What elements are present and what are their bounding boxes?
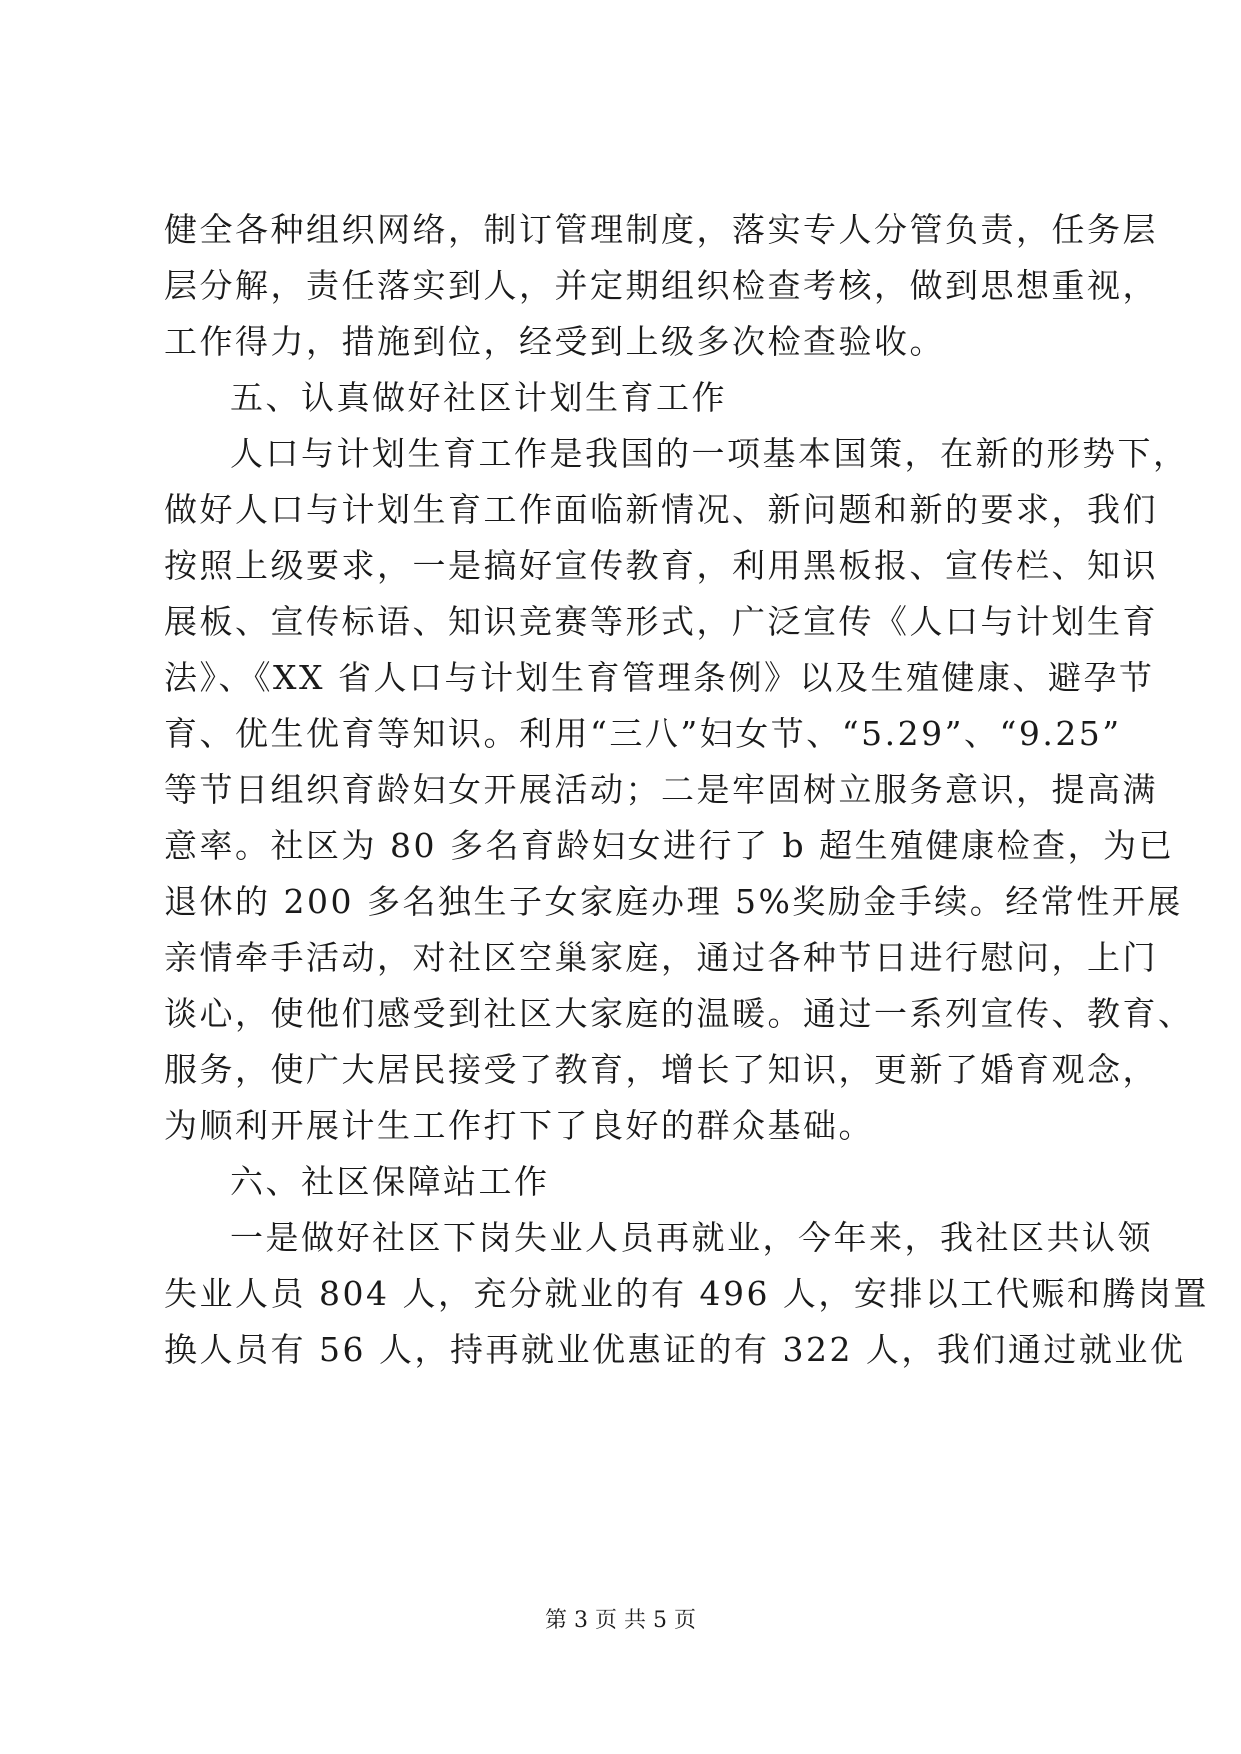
body-text-line: 退休的 200 多名独生子女家庭办理 5%奖励金手续。经常性开展 [164,882,1183,921]
page-number-label: 第 3 页 共 5 页 [545,1608,696,1633]
body-text-line: 展板、宣传标语、知识竞赛等形式，广泛宣传《人口与计划生育 [164,602,1158,641]
body-text-line: 亲情牵手活动，对社区空巢家庭，通过各种节日进行慰问，上门 [164,938,1158,977]
body-text-line: 服务，使广大居民接受了教育，增长了知识，更新了婚育观念， [164,1050,1158,1089]
body-text-line: 一是做好社区下岗失业人员再就业，今年来，我社区共认领 [230,1218,1153,1257]
body-text-line: 层分解，责任落实到人，并定期组织检查考核，做到思想重视， [164,266,1158,305]
body-text-line: 法》、《XX 省人口与计划生育管理条例》以及生殖健康、避孕节 [164,658,1155,697]
section-heading: 五、认真做好社区计划生育工作 [230,378,727,417]
body-text-line: 谈心，使他们感受到社区大家庭的温暖。通过一系列宣传、教育、 [164,994,1194,1033]
body-text-line: 工作得力，措施到位，经受到上级多次检查验收。 [164,322,945,361]
body-text-line: 为顺利开展计生工作打下了良好的群众基础。 [164,1106,874,1145]
body-text-line: 人口与计划生育工作是我国的一项基本国策，在新的形势下， [230,434,1189,473]
body-text-line: 等节日组织育龄妇女开展活动；二是牢固树立服务意识，提高满 [164,770,1158,809]
body-text-line: 失业人员 804 人，充分就业的有 496 人，安排以工代赈和腾岗置 [164,1274,1209,1313]
body-text-line: 按照上级要求，一是搞好宣传教育，利用黑板报、宣传栏、知识 [164,546,1158,585]
body-text-line: 健全各种组织网络，制订管理制度，落实专人分管负责，任务层 [164,210,1158,249]
body-text-line: 做好人口与计划生育工作面临新情况、新问题和新的要求，我们 [164,490,1158,529]
body-text-line: 换人员有 56 人，持再就业优惠证的有 322 人，我们通过就业优 [164,1330,1186,1369]
body-text-line: 育、优生优育等知识。利用“三八”妇女节、“5.29”、“9.25” [164,714,1122,753]
section-heading: 六、社区保障站工作 [230,1162,550,1201]
body-text-line: 意率。社区为 80 多名育龄妇女进行了 b 超生殖健康检查，为已 [164,826,1175,865]
page-footer [0,1606,1241,1636]
